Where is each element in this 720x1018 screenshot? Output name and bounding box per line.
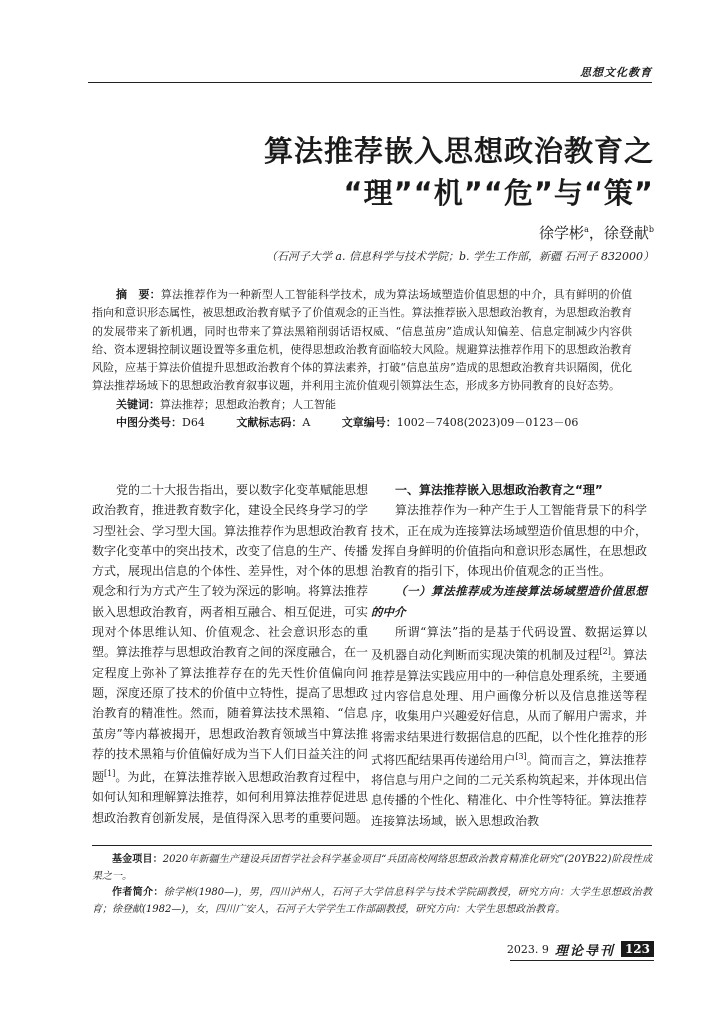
affiliation: （石河子大学 a. 信息科学与技术学院；b. 学生工作部，新疆 石河子 832000）	[265, 250, 654, 263]
footnote-rule	[92, 845, 652, 846]
abstract-block	[92, 286, 632, 432]
bio-label: 作者简介：	[112, 887, 164, 898]
subsection-heading: （一）算法推荐成为连接算法场域塑造价值思想的中介	[371, 584, 647, 619]
journal-name: 理论导刊	[554, 943, 615, 959]
abstract-text: 算法推荐作为一种新型人工智能科学技术，成为算法场域塑造价值思想的中介，具有鲜明的价值指向和意识形态属性，被思想政治教育赋予了价值观念的正当性。算法推荐嵌入思想政治教育，为思想政治教育的发展带来了新机遇，同时也带来了算法黑箱削弱话语权威、“信息茧房”造成认知偏差、信息定制减少内容供给、资本逻辑控制议题设置等多重危机，使得思想政治教育面临较大风险。规避算法推荐作用下的思想政治教育风险，应基于算法价值提升思想政治教育个体的算法素养，打破“信息茧房”造成的思想政治教育共识隔阂，优化算法推荐场域下的思想政治教育叙事议题，并利用主流价值观引领算法生态，形成多方协同教育的良好态势。	[92, 288, 632, 393]
keywords	[92, 396, 632, 414]
footer-rule	[510, 960, 654, 961]
citation-ref: [2]	[599, 647, 611, 657]
running-header-section: 思想文化教育	[580, 66, 652, 79]
author-bio-note: 作者简介：徐学彬(1980—)，男，四川泸州人，石河子大学信息科学与技术学院副教授，研究方向：大学生思想政治教育；徐登献(1982—)，女，四川广安人，石河子大学学生工作部副教授，研究方向：大学生思想政治教育。	[92, 887, 652, 915]
author-1-mark: a	[584, 225, 589, 234]
abstract-label: 摘 要：	[116, 288, 161, 301]
article-id-value: 1002－7408(2023)09－0123－06	[396, 416, 579, 430]
issue-number: 2023. 9	[506, 942, 549, 956]
fund-note: 基金项目：2020年新疆生产建设兵团哲学社会科学基金项目“兵团高校网络思想政治教育精准化研究”(20YB22)阶段性成果之一。	[92, 854, 652, 882]
authors	[539, 222, 654, 243]
intro-paragraph: 党的二十大报告指出，要以数字化变革赋能思想政治教育，推进教育数字化，建设全民终身学习的学习型社会、学习型大国。算法推荐作为思想政治教育数字化变革中的突出技术，改变了信息的生产、传播方式，展现出信息的个体性、差异性，对个体的思想观念和行为方式产生了较为深远的影响。将算法推荐嵌入思想政治教育，两者相互融合、相互促进，可实现对个体思维认知、价值观念、社会意识形态的重塑。算法推荐与思想政治教育之间的深度融合，在一定程度上弥补了算法推荐存在的先天性价值偏向问题，深度还原了技术的价值中立特性，提高了思想政治教育的精准性。然而，随着算法技术黑箱、“信息茧房”等内幕被揭开，思想政治教育领域当中算法推荐的技术黑箱与价值偏好成为当下人们日益关注的问题[1]。为此，在算法推荐嵌入思想政治教育过程中，如何认知和理解算法推荐，如何利用算法推荐促进思想政治教育创新发展，是值得深入思考的重要问题。	[92, 483, 369, 825]
author-2: 徐登献	[603, 224, 649, 242]
subsection-paragraph: 所谓“算法”指的是基于代码设置、数据运算以及机器自动化判断而实现决策的机制及过程[2]。算法推荐是算法实践应用中的一种信息处理系统，主要通过内容信息处理、用户画像分析以及信息推送等程序，收集用户兴趣爱好信息，从而了解用户需求，并将需求结果进行数据信息的匹配，以个性化推荐的形式将匹配结果再传递给用户[3]。简而言之，算法推荐将信息与用户之间的二元关系构筑起来，并体现出信息传播的个性化、精准化、中介性等特征。算法推荐连接算法场域，嵌入思想政治教	[371, 625, 648, 828]
title-line-1: 算法推荐嵌入思想政治教育之	[263, 134, 654, 168]
article-id-label: 文章编号：	[341, 416, 397, 430]
header-rule	[88, 82, 652, 83]
title-line-2: “理”“机”“危”与“策”	[343, 176, 654, 210]
citation-ref: [3]	[515, 751, 527, 761]
clc-value: D64	[182, 416, 205, 430]
footnotes	[92, 852, 652, 918]
citation-ref: [1]	[104, 769, 116, 779]
doc-code-label: 文献标志码：	[236, 416, 303, 430]
article-title	[134, 130, 654, 214]
section-heading: 一、算法推荐嵌入思想政治教育之“理”	[395, 483, 603, 497]
body-column-left	[92, 480, 368, 828]
abstract	[92, 286, 632, 396]
keywords-text: 算法推荐；思想政治教育；人工智能	[160, 397, 336, 411]
clc-label: 中图分类号：	[116, 416, 182, 430]
section-paragraph: 算法推荐作为一种产生于人工智能背景下的科学技术，正在成为连接算法场域塑造价值思想的中介，发挥自身鲜明的价值指向和意识形态属性，在思想政治教育的指引下，体现出价值观念的正当性。	[371, 503, 648, 579]
author-2-mark: b	[648, 225, 654, 234]
classification	[92, 414, 632, 432]
keywords-label: 关键词：	[116, 397, 160, 411]
page-footer	[507, 939, 654, 959]
body-column-right	[371, 480, 647, 831]
doc-code-value: A	[302, 416, 311, 430]
author-separator: ，	[588, 224, 604, 242]
fund-label: 基金项目：	[112, 854, 163, 865]
author-1: 徐学彬	[539, 224, 585, 242]
page-number: 123	[621, 941, 654, 957]
